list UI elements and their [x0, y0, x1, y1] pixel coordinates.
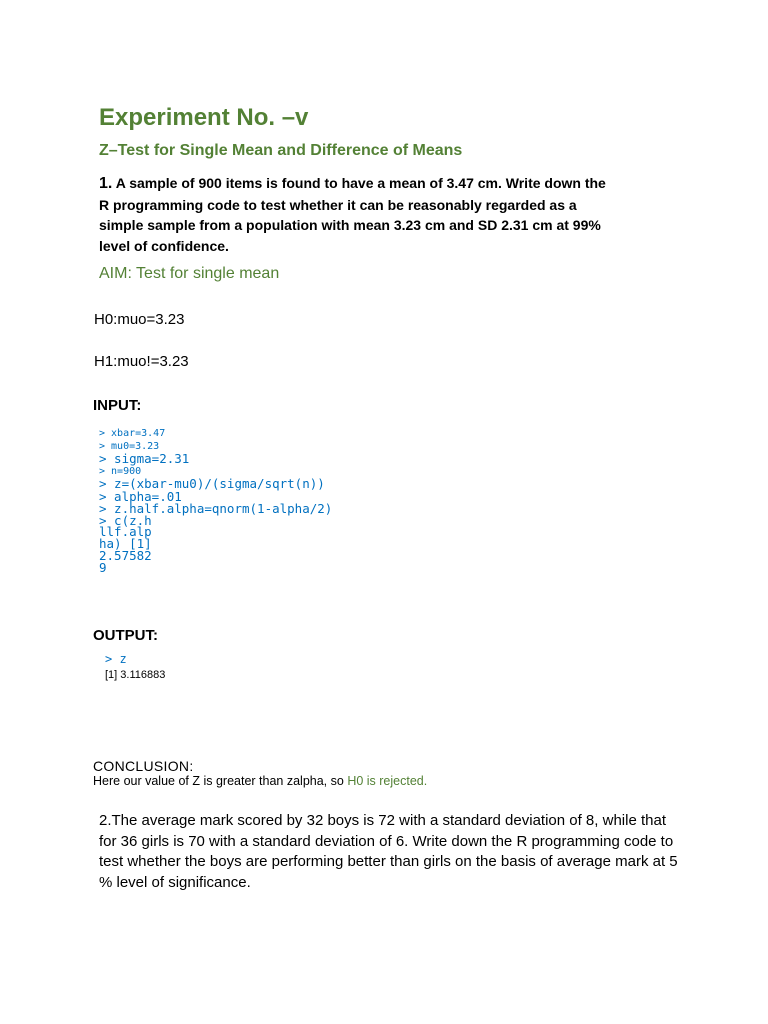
code-line: > c(z.h	[99, 512, 152, 528]
input-code-block	[99, 428, 332, 574]
conclusion-label: CONCLUSION:	[93, 758, 194, 774]
code-line: > n=900	[99, 465, 142, 477]
conclusion-highlight: H0 is rejected.	[347, 774, 428, 788]
question-2: 2.The average mark scored by 32 boys is 72 with a standard deviation of 8, while that for 36 girls is 70 with a standard deviation of 6. Write down the R programming code to test whether the boys are performing better than girls on the basis of average mark at 5 % level of significance.	[99, 812, 678, 891]
code-line: > z.half.alpha=qnorm(1-alpha/2)	[99, 501, 333, 516]
question-1-text: A sample of 900 items is found to have a mean of 3.47 cm. Write down the R programming code to test whether it can be reasonably regarded as a simple sample from a population with mean 3.23 cm and SD 2.31 cm at 99% level of confidence.	[99, 175, 606, 254]
output-result: [1] 3.116883	[105, 669, 166, 681]
code-line: > sigma=2.31	[99, 451, 190, 466]
question-1	[99, 173, 619, 256]
code-line: > mu0=3.23	[99, 440, 160, 452]
code-line: 9	[99, 559, 107, 575]
experiment-title: Experiment No. –v	[99, 104, 309, 131]
experiment-subtitle: Z–Test for Single Mean and Difference of Means	[99, 142, 463, 159]
code-line: > xbar=3.47	[99, 428, 166, 439]
code-line: ha) [1]	[99, 535, 152, 551]
code-line: > z=(xbar-mu0)/(sigma/sqrt(n))	[99, 476, 325, 491]
conclusion-statement: Here our value of Z is greater than zalpha, so	[93, 774, 348, 788]
null-hypothesis: H0:muo=3.23	[94, 311, 185, 328]
code-line: > alpha=.01	[99, 488, 182, 504]
alternative-hypothesis: H1:muo!=3.23	[94, 353, 189, 370]
output-command: > z	[105, 652, 127, 666]
question-1-number: 1.	[99, 175, 113, 192]
aim-heading: AIM: Test for single mean	[99, 265, 280, 282]
code-line: 2.57582	[99, 547, 152, 563]
code-line: llf.alp	[99, 523, 152, 539]
input-label: INPUT:	[93, 397, 142, 414]
conclusion-text	[93, 774, 427, 788]
output-label: OUTPUT:	[93, 627, 158, 644]
